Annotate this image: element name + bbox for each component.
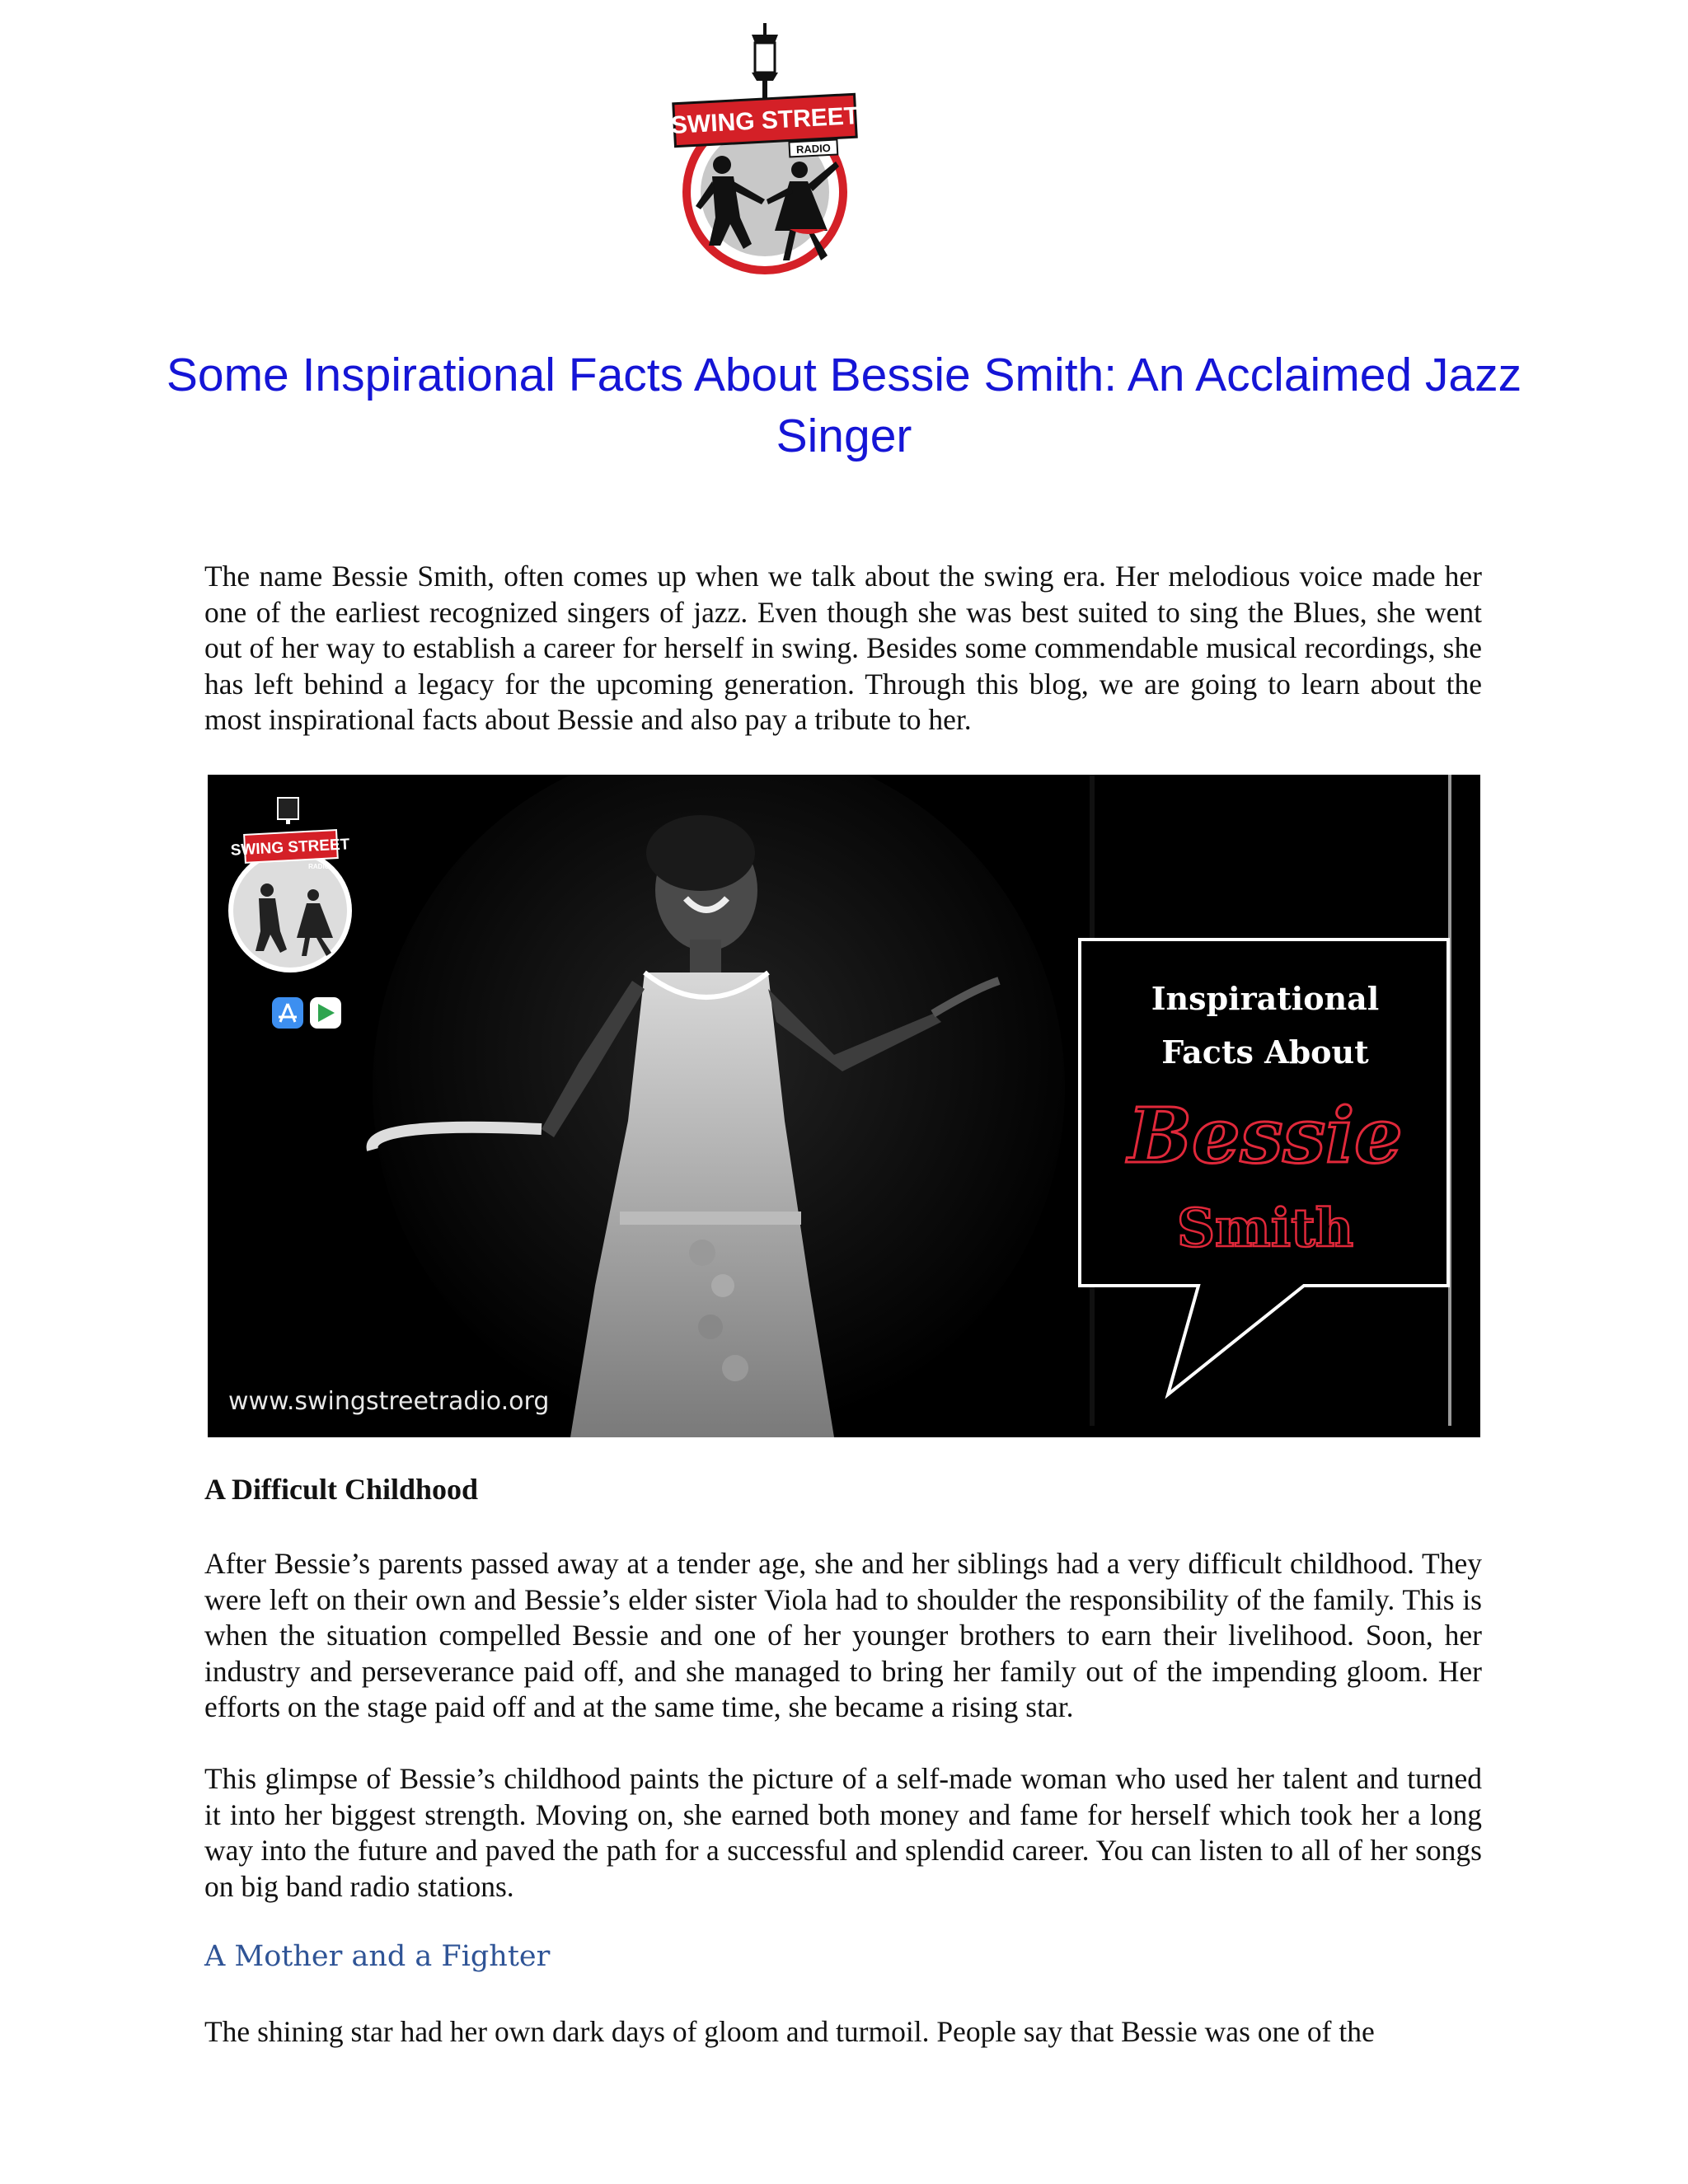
mother-paragraph-1: The shining star had her own dark days of gloom and turmoil. People say that Bessie was one of the <box>204 2015 1375 2048</box>
app-store-icon <box>272 997 303 1029</box>
bubble-line-2: Facts About <box>1161 1033 1369 1071</box>
bubble-line-1: Inspirational <box>1151 980 1380 1017</box>
hero-url-text: www.swingstreetradio.org <box>228 1387 550 1416</box>
bubble-name-bessie: Bessie <box>1128 1091 1403 1180</box>
childhood-paragraph-2: This glimpse of Bessie’s childhood paints the picture of a self-made woman who used her talent and turned it into her biggest strength. Moving on, she earned both money and fame for herself which took her a long way into the future and paved the path for a successful and splendid career. You can listen to all of her songs on big band radio stations. <box>204 1762 1482 1903</box>
swing-street-radio-logo <box>666 23 864 287</box>
hero-image <box>208 775 1480 1437</box>
childhood-paragraph-1: After Bessie’s parents passed away at a tender age, she and her siblings had a very difficult childhood. They were left on their own and Bessie’s elder sister Viola had to shoulder the responsibility of the family. This is when the situation compelled Bessie and one of her younger brothers to earn their livelihood. Soon, her industry and perseverance paid off, and she managed to bring her family out of the impending gloom. Her efforts on the stage paid off and at the same time, she became a rising star. <box>204 1547 1482 1723</box>
intro-paragraph: The name Bessie Smith, often comes up when we talk about the swing era. Her melodious voice made her one of the earliest recognized singers of jazz. Even though she was best suited to sing the Blues, she went out of her way to establish a career for herself in swing. Besides some commendable musical recordings, she has left behind a legacy for the upcoming generation. Through this blog, we are going to learn about the most inspirational facts about Bessie and also pay a tribute to her. <box>204 560 1482 736</box>
section-heading-difficult-childhood: A Difficult Childhood <box>204 1473 479 1506</box>
article-title: Some Inspirational Facts About Bessie Smith: An Acclaimed Jazz Singer <box>166 349 1522 462</box>
hero-logo-subtitle: RADIO <box>308 863 330 870</box>
logo-subtitle-text: RADIO <box>795 141 832 157</box>
bubble-name-smith: Smith <box>1176 1197 1354 1259</box>
logo-title-text: SWING STREET <box>670 102 860 139</box>
section-heading-mother-fighter: A Mother and a Fighter <box>204 1940 551 1973</box>
hero-logo-title: SWING STREET <box>230 836 350 860</box>
